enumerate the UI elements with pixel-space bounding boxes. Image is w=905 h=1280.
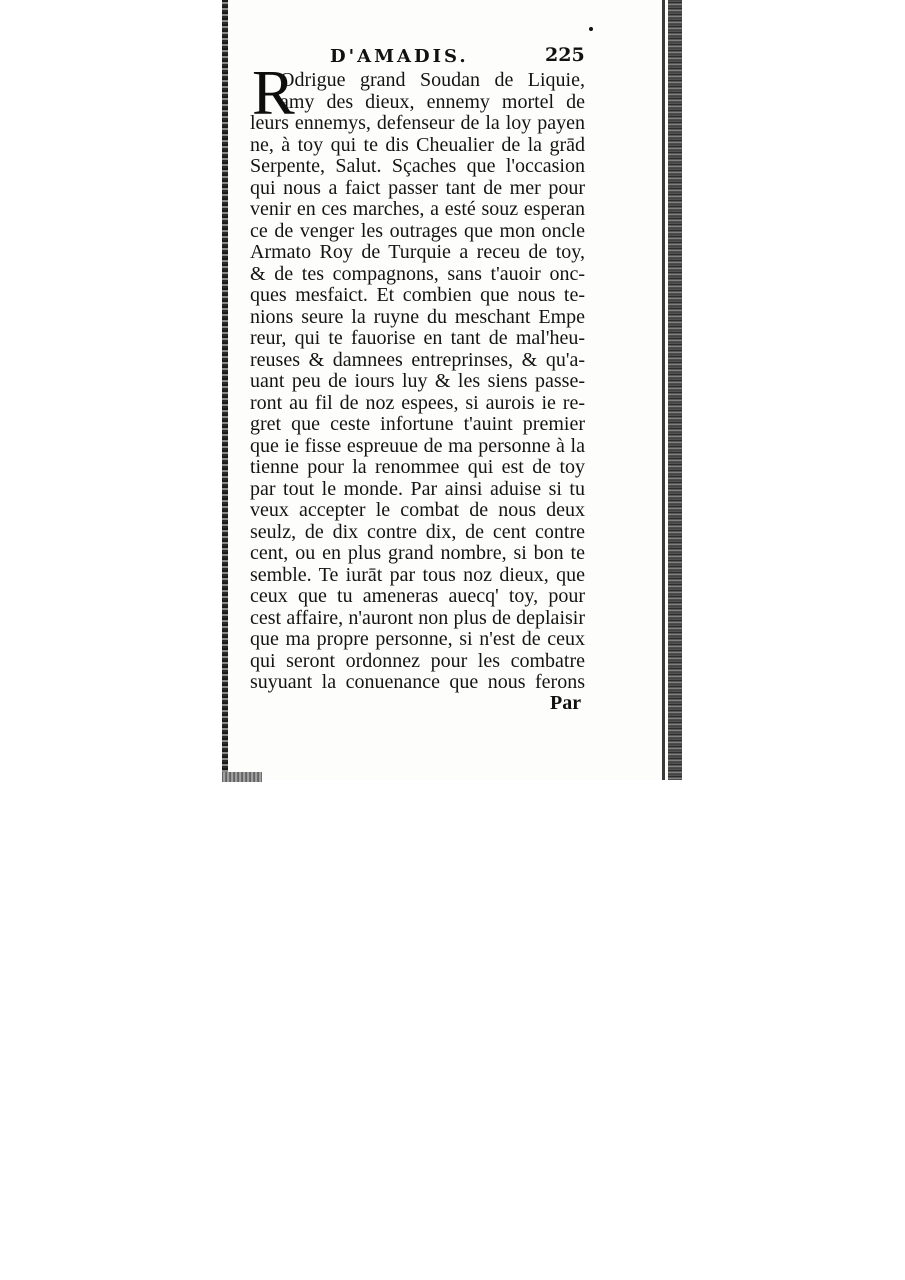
text-line: Armato Roy de Turquie a receu de toy, xyxy=(250,241,585,263)
text-line: Serpente, Salut. Sçaches que l'occasion xyxy=(250,155,585,177)
text-line: tienne pour la renommee qui est de toy xyxy=(250,456,585,478)
text-line: que ie fisse espreuue de ma personne à la xyxy=(250,434,585,457)
text-line: & de tes compagnons, sans t'auoir onc- xyxy=(250,262,585,285)
text-line: cent, ou en plus grand nombre, si bon te xyxy=(250,542,585,564)
ink-dot xyxy=(589,27,593,31)
text-line: que ma propre personne, si n'est de ceux xyxy=(250,628,585,650)
text-line: semble. Te iurāt par tous noz dieux, que xyxy=(250,563,585,586)
text-line: reur, qui te fauorise en tant de mal'heu- xyxy=(250,327,585,349)
catchword: Par xyxy=(550,692,582,714)
text-line: ne, à toy qui te dis Cheualier de la grād xyxy=(250,133,585,156)
text-line: cest affaire, n'auront non plus de deplaisir xyxy=(250,606,585,629)
text-line: suyuant la conuenance que nous ferons xyxy=(250,671,585,693)
text-line: qui seront ordonnez pour les combatre xyxy=(250,649,585,672)
text-line: seulz, de dix contre dix, de cent contre xyxy=(250,520,585,543)
text-line: uant peu de iours luy & les siens passe- xyxy=(250,370,585,392)
text-line: nions seure la ruyne du meschant Empe xyxy=(250,305,585,328)
text-line: ce de venger les outrages que mon oncle xyxy=(250,219,585,242)
text-line: leurs ennemys, defenseur de la loy payen xyxy=(250,112,585,134)
scan-smudge xyxy=(222,772,262,782)
drop-cap: R xyxy=(252,57,295,128)
text-line: ront au fil de noz espees, si aurois ie re- xyxy=(250,391,585,414)
page-number: 225 xyxy=(545,44,585,66)
text-line: gret que ceste infortune t'auint premier xyxy=(250,413,585,435)
text-line: ques mesfaict. Et combien que nous te- xyxy=(250,284,585,306)
text-line: Odrigue grand Soudan de Liquie, xyxy=(280,69,585,91)
leaf-right-edge xyxy=(668,0,682,780)
text-line: reuses & damnees entreprinses, & qu'a- xyxy=(250,348,585,371)
body-text xyxy=(250,70,585,694)
leaf-right-shadow xyxy=(662,0,665,780)
leaf-left-edge xyxy=(222,0,228,780)
text-line: qui nous a faict passer tant de mer pour xyxy=(250,176,585,199)
running-title: D'AMADIS. xyxy=(330,46,469,67)
text-line: veux accepter le combat de nous deux xyxy=(250,499,585,521)
text-line: venir en ces marches, a esté souz esperan xyxy=(250,198,585,220)
text-line: ceux que tu ameneras auecq' toy, pour xyxy=(250,585,585,607)
text-line: amy des dieux, ennemy mortel de xyxy=(280,90,585,113)
text-line: par tout le monde. Par ainsi aduise si tu xyxy=(250,477,585,500)
